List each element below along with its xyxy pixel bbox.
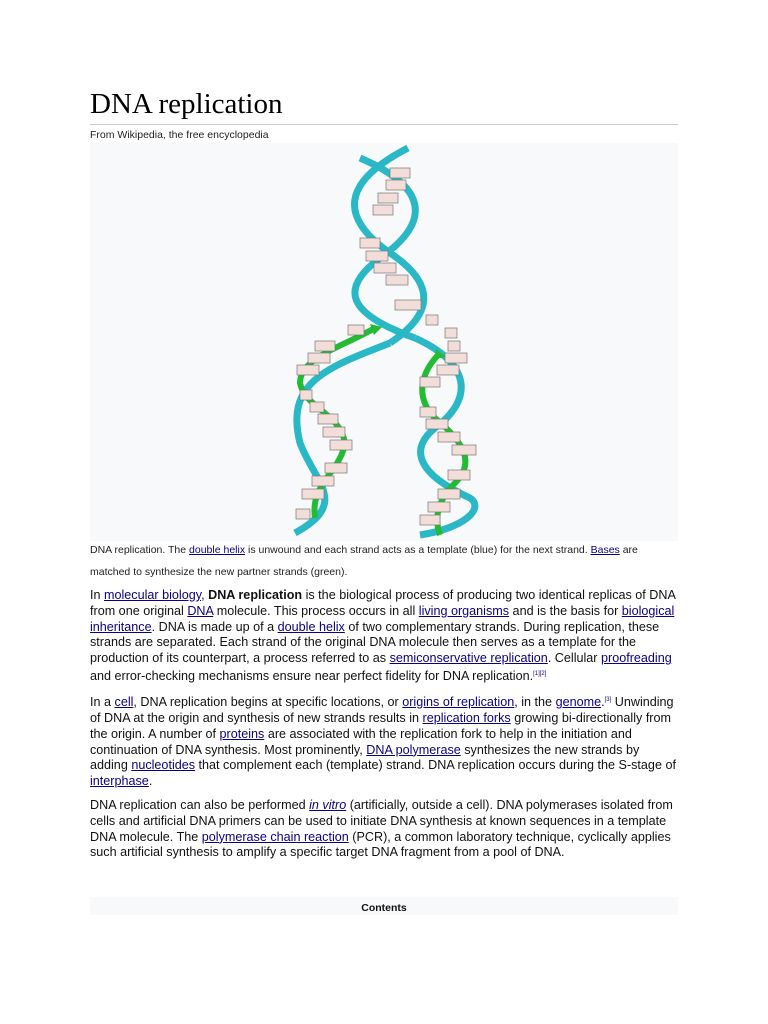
figure-caption <box>90 539 678 583</box>
text: . Cellular <box>547 651 602 666</box>
dna-link[interactable]: DNA <box>187 603 214 618</box>
caption-text: are matched to synthesize the new partner strands (green). <box>90 544 638 578</box>
text: and is the basis for <box>509 603 622 618</box>
nucleotides-link[interactable]: nucleotides <box>131 758 196 773</box>
text: (artificially, outside a cell). DNA polymerases isolated from cells and artificial DNA primers can be used to initiate DNA synthesis at known sequences in a template DNA molecule. The <box>90 797 673 844</box>
term-bold: DNA replication <box>208 588 303 602</box>
dna-helix-illustration <box>90 143 678 541</box>
dna-polymerase-link[interactable]: DNA polymerase <box>366 742 461 757</box>
double-helix-link[interactable]: double helix <box>277 619 345 634</box>
genome-link[interactable]: genome <box>555 695 602 710</box>
biological-inheritance-link[interactable]: biological inheritance <box>90 603 675 634</box>
double-helix-link[interactable]: double helix <box>189 544 246 556</box>
site-tagline: From Wikipedia, the free encyclopedia <box>90 129 269 141</box>
text: , DNA replication begins at specific locations, or <box>133 695 403 710</box>
intro-paragraph <box>90 588 678 685</box>
living-organisms-link[interactable]: living organisms <box>418 603 510 618</box>
text: . <box>148 774 153 789</box>
polymerase-chain-reaction-link[interactable]: polymerase chain reaction <box>201 829 349 844</box>
proofreading-link[interactable]: proofreading <box>601 651 672 666</box>
text: synthesizes the new strands by adding <box>90 742 640 773</box>
reference-link[interactable]: [1][2] <box>533 670 547 677</box>
text: In a <box>90 695 115 710</box>
semiconservative-replication-link[interactable]: semiconservative replication <box>389 651 548 666</box>
text: of two complementary strands. During replication, these strands are separated. Each strand of the original DNA molecule then serves as a template for the production of its counterpart, a process referred to as <box>90 619 660 666</box>
origins-paragraph <box>90 693 678 790</box>
text: (PCR), a common laboratory technique, cyclically applies such artificial synthesis to amplify a specific target DNA fragment from a pool of DNA. <box>90 829 671 860</box>
text: In <box>90 588 105 602</box>
molecular-biology-link[interactable]: molecular biology <box>104 588 202 602</box>
in-vitro-paragraph <box>90 798 678 861</box>
text: molecule. This process occurs in all <box>213 603 419 618</box>
text: that complement each (template) strand. DNA replication occurs during the S-stage of <box>195 758 676 773</box>
title-divider <box>90 124 678 125</box>
text: , <box>201 588 209 602</box>
text: are associated with the replication fork to help in the initiation and continuation of DNA synthesis. Most prominently, <box>90 726 632 757</box>
interphase-link[interactable]: interphase <box>90 774 149 789</box>
in-vitro-link[interactable]: in vitro <box>309 797 347 812</box>
origins-of-replication-link[interactable]: origins of replication <box>402 695 515 710</box>
text: and error-checking mechanisms ensure near perfect fidelity for DNA replication. <box>90 669 534 684</box>
table-of-contents-header[interactable]: Contents <box>90 897 678 915</box>
bases-link[interactable]: Bases <box>590 544 620 556</box>
dna-replication-figure <box>90 143 678 541</box>
text: . DNA is made up of a <box>151 619 278 634</box>
article-body <box>90 588 678 869</box>
text: Unwinding of DNA at the origin and synthesis of new strands results in <box>90 695 674 725</box>
caption-text: is unwound and each strand acts as a template (blue) for the next strand. <box>245 544 591 556</box>
text: DNA replication can also be performed <box>90 797 310 812</box>
page-title: DNA replication <box>90 88 283 120</box>
reference-link[interactable]: [3] <box>604 696 612 703</box>
base-pairs-upper <box>360 168 421 310</box>
cell-link[interactable]: cell <box>114 695 134 710</box>
proteins-link[interactable]: proteins <box>219 726 265 741</box>
caption-text: DNA replication. The <box>90 544 190 556</box>
text: is the biological process of producing two identical replicas of DNA from one original <box>90 588 676 618</box>
text: growing bi-directionally from the origin. A number of <box>90 710 672 741</box>
replication-forks-link[interactable]: replication forks <box>422 710 511 725</box>
text: . <box>601 695 605 710</box>
text: , in the <box>514 695 556 710</box>
